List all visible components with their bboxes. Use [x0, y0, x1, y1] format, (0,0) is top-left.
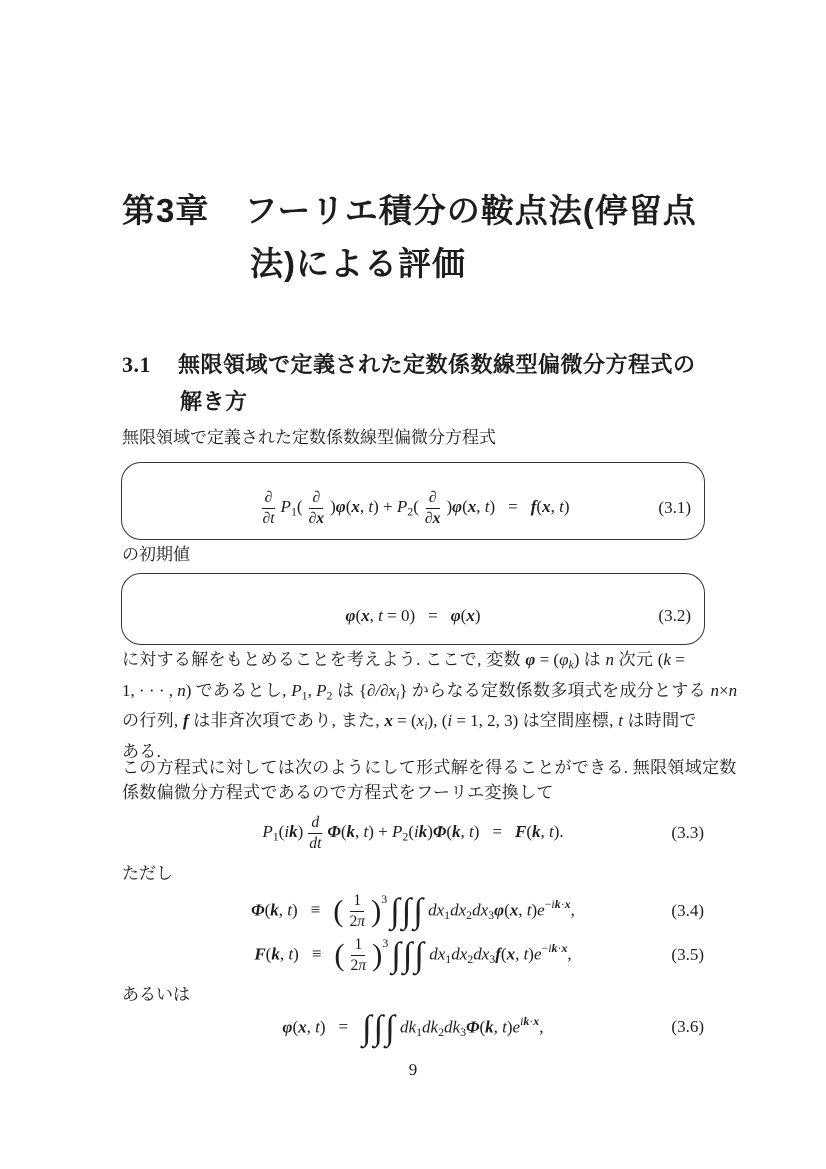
equation-box-3-1 — [121, 462, 705, 540]
lead-text: 無限領域で定義された定数係数線型偏微分方程式 — [122, 428, 496, 447]
section-number: 3.1 — [122, 352, 151, 377]
paragraph-1-line-2: 1, · · · , n) であるとし, $P_1$, $P_2$ は $\{\partial/\partial x_i\}$ からなる定数係数多項式を成分とする n×n — [122, 680, 738, 703]
paragraph-1-line-3: の行列, f は非斉次項であり, また, $x = (x_i)$, (i = 1, 2, 3) は空間座標, t は時間で — [122, 711, 697, 733]
paragraph-2-line-1: この方程式に対しては次のようにして形式解を得ることができる. 無限領域定数 — [122, 758, 737, 777]
paragraph-1 — [122, 647, 738, 764]
equation-box-3-2 — [121, 573, 705, 645]
equation-3-5 — [122, 930, 704, 980]
equation-3-6-body: φ(x, t) = ∫∫∫ $dk_1dk_2dk_3\Phi(k$, $t)e^{ik\cdot x}$, — [282, 1008, 544, 1048]
chapter-title-line1: フーリエ積分の鞍点法(停留点 — [244, 192, 697, 229]
equation-3-3 — [122, 809, 704, 857]
equation-3-1 — [122, 463, 704, 539]
paragraph-1-line-4: ある. — [122, 741, 162, 761]
chapter-heading-line1 — [122, 184, 722, 237]
paragraph-1-line-1: に対する解をもとめることを考えよう. ここで, 変数 $\varphi = (\varphi_k)$ は n 次元 (k = — [122, 650, 685, 672]
section-title-line2: 解き方 — [180, 389, 248, 414]
equation-3-2-body: φ(x, t = 0) = φ(x) — [345, 606, 481, 626]
chapter-title-line2: 法)による評価 — [250, 245, 466, 282]
equation-3-4 — [122, 886, 704, 936]
equation-3-6 — [122, 1002, 704, 1052]
equation-3-4-body: Φ(k, t) ≡ ( $\frac{1}{2\pi}$ )$^3$∫∫∫ $dx_1dx_2dx_3\varphi(x$, $t)e^{-ik\cdot x}$, — [251, 891, 575, 931]
chapter-label: 第3章 — [122, 192, 210, 229]
equation-3-1-number: (3.1) — [658, 498, 691, 517]
equation-3-4-number: (3.4) — [671, 901, 704, 920]
equation-3-5-body: F(k, t) ≡ ( $\frac{1}{2\pi}$ )$^3$∫∫∫ $dx_1dx_2dx_3f(x$, $t)e^{-ik\cdot x}$, — [254, 935, 572, 975]
equation-3-3-number: (3.3) — [671, 823, 704, 842]
connector-tadashi: ただし — [122, 864, 173, 883]
equation-3-2-number: (3.2) — [658, 606, 691, 625]
section-heading-line1 — [122, 346, 722, 383]
equation-3-1-body: ∂ ∂t $P_1$( ∂ ∂x )φ(x, $t) + P_2$( ∂ ∂x )φ(x, t) = f(x, t) — [262, 488, 570, 527]
section-title-line1: 無限領域で定義された定数係数線型偏微分方程式の — [178, 352, 696, 377]
section-heading — [122, 346, 722, 420]
paragraph-2-line-2: 係数偏微分方程式であるので方程式をフーリエ変換して — [122, 783, 554, 802]
equation-3-6-number: (3.6) — [671, 1017, 704, 1036]
equation-3-2 — [122, 574, 704, 644]
paragraph-2 — [122, 755, 737, 805]
chapter-heading — [122, 184, 722, 290]
equation-3-5-number: (3.5) — [671, 945, 704, 964]
equation-3-3-body: $P_1(ik)$ $\frac{d}{dt}$ Φ(k, $t) + P_2(ik)\Phi(k$, t) = F(k, t). — [262, 813, 564, 852]
page-number: 9 — [408, 1060, 418, 1079]
connector-initial-value: の初期値 — [122, 545, 190, 564]
connector-aruiwa: あるいは — [122, 985, 190, 1004]
